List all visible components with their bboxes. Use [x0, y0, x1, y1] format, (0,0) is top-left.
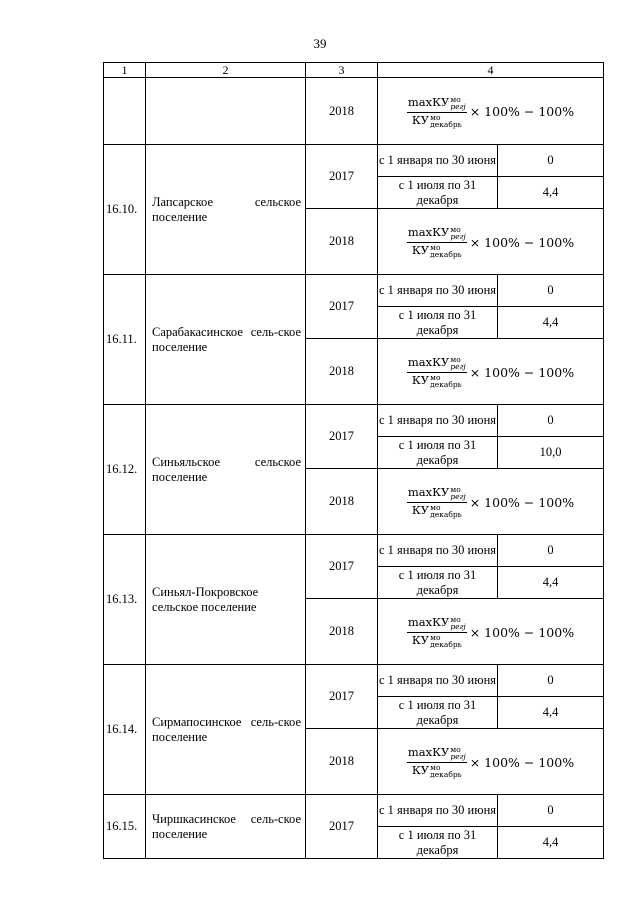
- denominator-sub: декабрь: [430, 119, 462, 129]
- year-2018: 2018: [306, 729, 378, 795]
- numerator: [407, 616, 467, 630]
- numerator-sub-j: j: [463, 492, 466, 501]
- year-2018: 2018: [306, 209, 378, 275]
- value-second-half: 10,0: [498, 437, 604, 469]
- denominator: [411, 114, 463, 128]
- numerator: [407, 746, 467, 760]
- denominator-sup: мо: [430, 373, 441, 382]
- formula-cell: [378, 209, 604, 275]
- value-second-half: 4,4: [498, 177, 604, 209]
- year-2018: 2018: [306, 599, 378, 665]
- formula-cell: [378, 599, 604, 665]
- denominator-sub: декабрь: [430, 510, 462, 519]
- numerator-sub: рег: [450, 622, 464, 631]
- denominator-base: КУ: [411, 373, 430, 387]
- table-row: [104, 535, 604, 567]
- row-number: 16.13.: [104, 535, 146, 665]
- value-second-half: 4,4: [498, 307, 604, 339]
- numerator-sub-j: j: [463, 622, 466, 631]
- denominator-sup: мо: [430, 503, 441, 512]
- numerator-sub: рег: [450, 232, 464, 241]
- denominator-sub: декабрь: [430, 380, 462, 389]
- denominator-base: КУ: [411, 633, 430, 647]
- denominator-base: КУ: [411, 503, 430, 517]
- value-second-half: 4,4: [498, 827, 604, 859]
- table-row: [104, 275, 604, 307]
- numerator-sub: рег: [450, 752, 464, 761]
- denominator-sup: мо: [430, 633, 441, 642]
- numerator-sup: мо: [450, 94, 461, 104]
- fraction: [407, 226, 467, 258]
- numerator: [407, 96, 467, 110]
- numerator-base: maxКУ: [407, 615, 450, 629]
- settlement-name: Сирмапосинское сель-ское поселение: [146, 665, 306, 795]
- period-second-half: с 1 июля по 31 декабря: [378, 307, 498, 339]
- value-second-half: 4,4: [498, 567, 604, 599]
- row-number-empty: [104, 78, 146, 145]
- numerator-sup: мо: [450, 225, 461, 234]
- formula-cell: [378, 339, 604, 405]
- header-col-3: 3: [306, 63, 378, 78]
- row-name-empty: [146, 78, 306, 145]
- formula-tail: × 100% − 100%: [469, 624, 575, 640]
- row-number: 16.11.: [104, 275, 146, 405]
- fraction: [407, 746, 467, 778]
- formula: [407, 486, 574, 518]
- numerator-sub-j: j: [463, 752, 466, 761]
- formula: [407, 616, 574, 648]
- denominator-base: КУ: [411, 243, 430, 257]
- denominator-sub: декабрь: [430, 640, 462, 649]
- numerator-sub-j: j: [463, 232, 466, 241]
- numerator-sup: мо: [450, 355, 461, 364]
- formula-cell: [378, 729, 604, 795]
- row-number: 16.15.: [104, 795, 146, 859]
- settlement-name: Синьяльское сельское поселение: [146, 405, 306, 535]
- settlement-name: Лапсарское сельское поселение: [146, 145, 306, 275]
- numerator-base: maxКУ: [407, 94, 450, 109]
- numerator: [407, 356, 467, 370]
- fraction: [407, 356, 467, 388]
- period-second-half: с 1 июля по 31 декабря: [378, 177, 498, 209]
- period-second-half: с 1 июля по 31 декабря: [378, 437, 498, 469]
- fraction: [407, 616, 467, 648]
- year-2017: 2017: [306, 275, 378, 339]
- value-second-half: 4,4: [498, 697, 604, 729]
- year-2017: 2017: [306, 145, 378, 209]
- denominator-sub: декабрь: [430, 770, 462, 779]
- table-row: [104, 78, 604, 145]
- numerator-sup: мо: [450, 485, 461, 494]
- period-first-half: с 1 января по 30 июня: [378, 145, 498, 177]
- table-row: [104, 145, 604, 177]
- year-2018: 2018: [306, 78, 378, 145]
- denominator: [411, 504, 463, 518]
- year-2017: 2017: [306, 665, 378, 729]
- numerator-base: maxКУ: [407, 225, 450, 239]
- table-row: [104, 795, 604, 827]
- year-2017: 2017: [306, 535, 378, 599]
- numerator: [407, 486, 467, 500]
- year-2018: 2018: [306, 469, 378, 535]
- denominator-base: КУ: [411, 112, 430, 127]
- value-first-half: 0: [498, 145, 604, 177]
- year-2018: 2018: [306, 339, 378, 405]
- row-number: 16.14.: [104, 665, 146, 795]
- fraction: [407, 486, 467, 518]
- header-col-1: 1: [104, 63, 146, 78]
- header-col-2: 2: [146, 63, 306, 78]
- formula-tail: × 100% − 100%: [469, 364, 575, 380]
- value-first-half: 0: [498, 405, 604, 437]
- year-2017: 2017: [306, 405, 378, 469]
- denominator: [411, 764, 463, 778]
- table-row: [104, 405, 604, 437]
- numerator-base: maxКУ: [407, 355, 450, 369]
- numerator-sub: рег: [450, 362, 464, 371]
- denominator-sup: мо: [430, 243, 441, 252]
- period-first-half: с 1 января по 30 июня: [378, 275, 498, 307]
- formula: [407, 356, 574, 388]
- settlement-name: Чиршкасинское сель-ское поселение: [146, 795, 306, 859]
- formula-tail: × 100% − 100%: [469, 104, 575, 119]
- numerator-sup: мо: [450, 745, 461, 754]
- table-header-row: [104, 63, 604, 78]
- formula-tail: × 100% − 100%: [469, 494, 575, 510]
- denominator-base: КУ: [411, 763, 430, 777]
- formula: [407, 226, 574, 258]
- numerator: [407, 226, 467, 240]
- period-second-half: с 1 июля по 31 декабря: [378, 697, 498, 729]
- row-number: 16.10.: [104, 145, 146, 275]
- value-first-half: 0: [498, 665, 604, 697]
- settlement-name: Синьял-Покровское сельское поселение: [146, 535, 306, 665]
- numerator-sub: рег: [450, 492, 464, 501]
- formula-tail: × 100% − 100%: [469, 234, 575, 250]
- numerator-sub: рег: [450, 101, 464, 111]
- numerator-base: maxКУ: [407, 485, 450, 499]
- period-first-half: с 1 января по 30 июня: [378, 795, 498, 827]
- formula-cell: [378, 469, 604, 535]
- denominator-sub: декабрь: [430, 250, 462, 259]
- numerator-sub-j: j: [463, 101, 466, 111]
- fraction: [407, 96, 467, 128]
- period-second-half: с 1 июля по 31 декабря: [378, 827, 498, 859]
- data-table: [103, 62, 604, 859]
- settlement-name: Сарабакасинское сель-ское поселение: [146, 275, 306, 405]
- page-number: 39: [313, 36, 327, 51]
- value-first-half: 0: [498, 535, 604, 567]
- denominator-sup: мо: [430, 112, 441, 122]
- header-col-4: 4: [378, 63, 604, 78]
- denominator: [411, 244, 463, 258]
- period-first-half: с 1 января по 30 июня: [378, 535, 498, 567]
- value-first-half: 0: [498, 795, 604, 827]
- formula: [407, 96, 574, 128]
- formula-cell: [378, 78, 604, 145]
- denominator-sup: мо: [430, 763, 441, 772]
- numerator-sup: мо: [450, 615, 461, 624]
- value-first-half: 0: [498, 275, 604, 307]
- period-first-half: с 1 января по 30 июня: [378, 405, 498, 437]
- period-first-half: с 1 января по 30 июня: [378, 665, 498, 697]
- formula-tail: × 100% − 100%: [469, 754, 575, 770]
- denominator: [411, 374, 463, 388]
- denominator: [411, 634, 463, 648]
- formula: [407, 746, 574, 778]
- numerator-base: maxКУ: [407, 745, 450, 759]
- period-second-half: с 1 июля по 31 декабря: [378, 567, 498, 599]
- row-number: 16.12.: [104, 405, 146, 535]
- numerator-sub-j: j: [463, 362, 466, 371]
- year-2017: 2017: [306, 795, 378, 859]
- table-row: [104, 665, 604, 697]
